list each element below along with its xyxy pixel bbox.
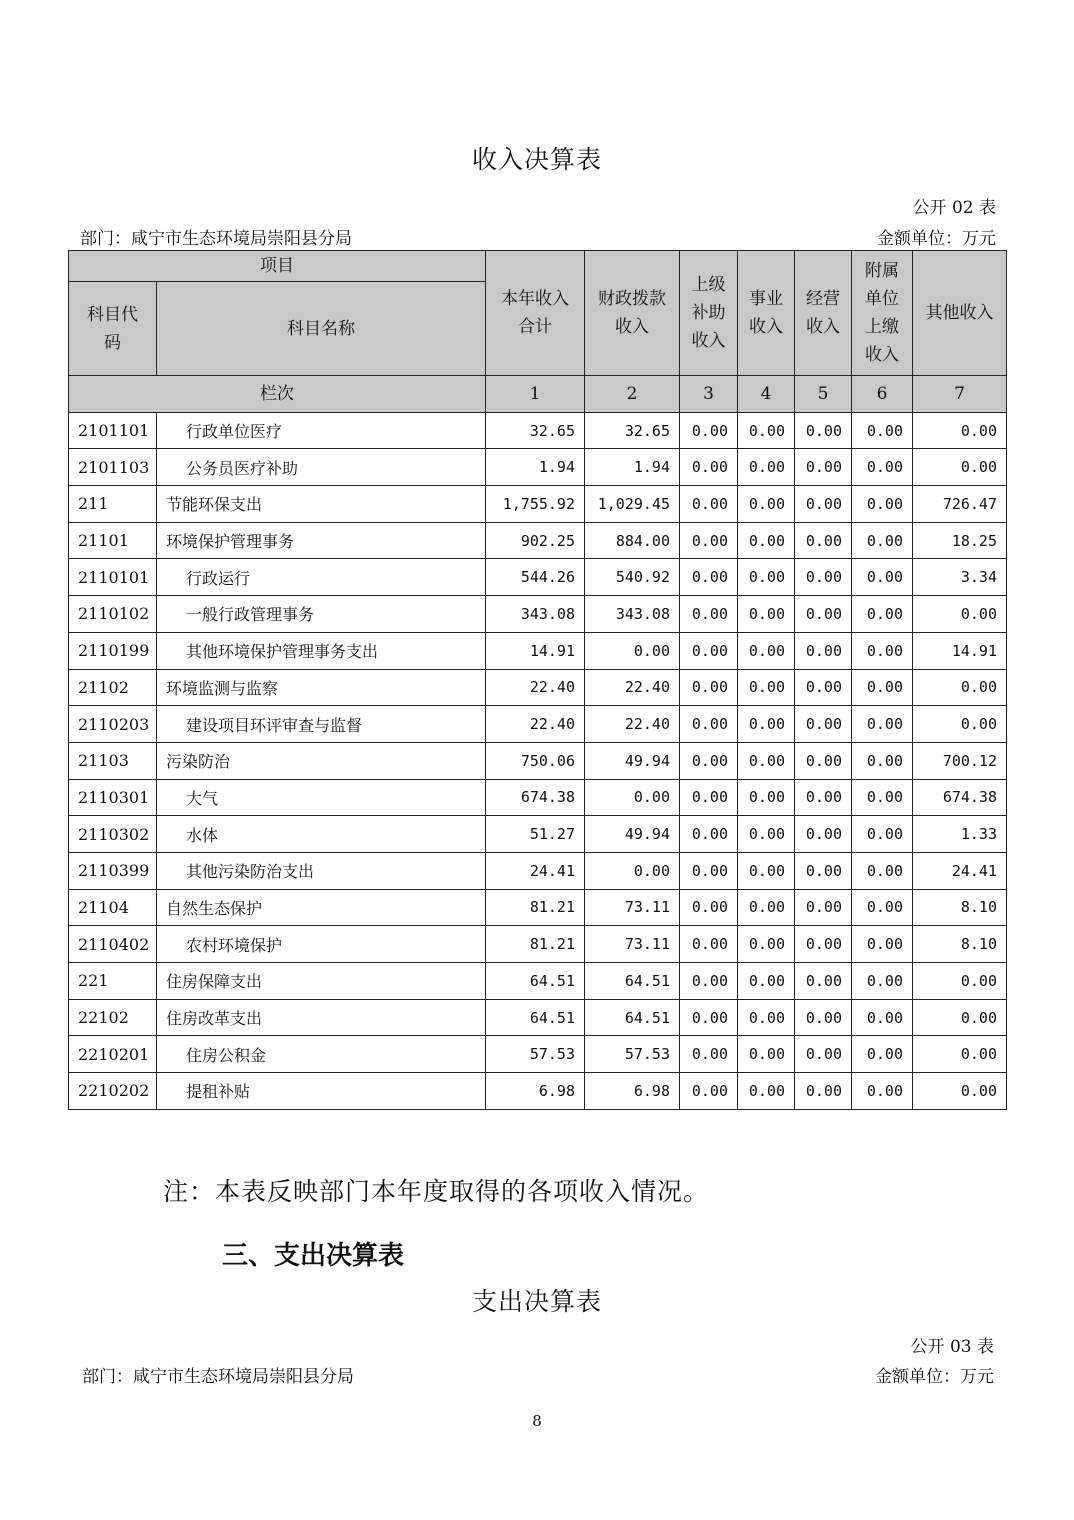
index-cell: 5 bbox=[795, 376, 852, 413]
table-note: 注：本表反映部门本年度取得的各项收入情况。 bbox=[163, 1177, 710, 1206]
row-value: 0.00 bbox=[795, 963, 852, 1000]
row-value: 0.00 bbox=[852, 779, 913, 816]
row-value: 0.00 bbox=[680, 706, 738, 743]
row-value: 902.25 bbox=[486, 522, 585, 559]
row-value: 49.94 bbox=[585, 816, 680, 853]
row-value: 0.00 bbox=[738, 852, 795, 889]
department-label: 部门：咸宁市生态环境局崇阳县分局 bbox=[80, 229, 352, 249]
row-name: 环境监测与监察 bbox=[157, 669, 486, 706]
row-value: 0.00 bbox=[795, 559, 852, 596]
header-project: 项目 bbox=[69, 251, 486, 282]
row-value: 0.00 bbox=[680, 963, 738, 1000]
row-value: 1,029.45 bbox=[585, 486, 680, 523]
row-value: 0.00 bbox=[852, 742, 913, 779]
index-cell: 7 bbox=[913, 376, 1007, 413]
row-value: 0.00 bbox=[585, 632, 680, 669]
row-code: 2110301 bbox=[69, 779, 157, 816]
row-value: 0.00 bbox=[738, 999, 795, 1036]
row-value: 0.00 bbox=[738, 742, 795, 779]
row-value: 73.11 bbox=[585, 889, 680, 926]
row-value: 750.06 bbox=[486, 742, 585, 779]
index-cell: 3 bbox=[680, 376, 738, 413]
row-name: 其他环境保护管理事务支出 bbox=[157, 632, 486, 669]
row-value: 0.00 bbox=[852, 852, 913, 889]
row-value: 0.00 bbox=[795, 486, 852, 523]
row-value: 0.00 bbox=[913, 706, 1007, 743]
page-number: 8 bbox=[532, 1412, 542, 1430]
row-value: 0.00 bbox=[738, 1036, 795, 1073]
row-value: 0.00 bbox=[680, 779, 738, 816]
row-name: 行政单位医疗 bbox=[157, 412, 486, 449]
amount-unit-label: 金额单位：万元 bbox=[877, 229, 996, 249]
row-value: 0.00 bbox=[795, 449, 852, 486]
row-value: 0.00 bbox=[585, 779, 680, 816]
row-value: 1,755.92 bbox=[486, 486, 585, 523]
row-value: 64.51 bbox=[486, 963, 585, 1000]
row-value: 3.34 bbox=[913, 559, 1007, 596]
row-name: 大气 bbox=[157, 779, 486, 816]
row-value: 0.00 bbox=[680, 669, 738, 706]
row-value: 0.00 bbox=[680, 816, 738, 853]
row-value: 0.00 bbox=[738, 706, 795, 743]
table-row bbox=[69, 926, 1007, 963]
row-value: 343.08 bbox=[585, 596, 680, 633]
row-value: 0.00 bbox=[852, 522, 913, 559]
row-value: 0.00 bbox=[795, 926, 852, 963]
row-name: 节能环保支出 bbox=[157, 486, 486, 523]
row-code: 21103 bbox=[69, 742, 157, 779]
row-code: 2110199 bbox=[69, 632, 157, 669]
row-value: 0.00 bbox=[680, 412, 738, 449]
row-code: 21101 bbox=[69, 522, 157, 559]
index-cell: 1 bbox=[486, 376, 585, 413]
row-value: 73.11 bbox=[585, 926, 680, 963]
table-row bbox=[69, 852, 1007, 889]
expenditure-table-title: 支出决算表 bbox=[471, 1287, 602, 1316]
row-value: 0.00 bbox=[852, 816, 913, 853]
row-value: 0.00 bbox=[913, 963, 1007, 1000]
header-superior: 上级补助收入 bbox=[680, 251, 738, 376]
row-value: 674.38 bbox=[486, 779, 585, 816]
row-value: 0.00 bbox=[585, 852, 680, 889]
row-value: 0.00 bbox=[852, 926, 913, 963]
row-name: 一般行政管理事务 bbox=[157, 596, 486, 633]
row-value: 0.00 bbox=[738, 412, 795, 449]
row-value: 0.00 bbox=[852, 632, 913, 669]
row-value: 540.92 bbox=[585, 559, 680, 596]
row-value: 0.00 bbox=[795, 999, 852, 1036]
row-value: 22.40 bbox=[486, 706, 585, 743]
row-name: 公务员医疗补助 bbox=[157, 449, 486, 486]
department-label-2: 部门：咸宁市生态环境局崇阳县分局 bbox=[82, 1367, 354, 1387]
table-row bbox=[69, 779, 1007, 816]
row-code: 2101101 bbox=[69, 412, 157, 449]
row-value: 0.00 bbox=[852, 963, 913, 1000]
row-value: 0.00 bbox=[795, 852, 852, 889]
row-value: 0.00 bbox=[738, 1073, 795, 1110]
section-heading: 三、支出决算表 bbox=[222, 1241, 405, 1271]
row-value: 0.00 bbox=[913, 1073, 1007, 1110]
row-value: 0.00 bbox=[795, 706, 852, 743]
row-value: 0.00 bbox=[852, 596, 913, 633]
row-value: 0.00 bbox=[913, 999, 1007, 1036]
row-value: 0.00 bbox=[852, 449, 913, 486]
row-value: 0.00 bbox=[738, 596, 795, 633]
row-code: 22102 bbox=[69, 999, 157, 1036]
table-row bbox=[69, 963, 1007, 1000]
row-value: 22.40 bbox=[486, 669, 585, 706]
row-value: 0.00 bbox=[795, 632, 852, 669]
row-value: 0.00 bbox=[852, 559, 913, 596]
row-code: 2101103 bbox=[69, 449, 157, 486]
header-code: 科目代码 bbox=[69, 282, 157, 376]
row-value: 0.00 bbox=[795, 889, 852, 926]
row-value: 64.51 bbox=[585, 963, 680, 1000]
row-code: 2110399 bbox=[69, 852, 157, 889]
row-value: 14.91 bbox=[913, 632, 1007, 669]
row-value: 0.00 bbox=[680, 1036, 738, 1073]
row-value: 1.94 bbox=[585, 449, 680, 486]
row-value: 0.00 bbox=[913, 669, 1007, 706]
row-code: 2110102 bbox=[69, 596, 157, 633]
row-code: 2210201 bbox=[69, 1036, 157, 1073]
row-name: 行政运行 bbox=[157, 559, 486, 596]
table-row bbox=[69, 816, 1007, 853]
row-value: 0.00 bbox=[852, 486, 913, 523]
table-row bbox=[69, 742, 1007, 779]
row-value: 0.00 bbox=[738, 486, 795, 523]
row-value: 0.00 bbox=[852, 889, 913, 926]
row-code: 2110101 bbox=[69, 559, 157, 596]
row-value: 0.00 bbox=[680, 742, 738, 779]
row-name: 自然生态保护 bbox=[157, 889, 486, 926]
row-value: 0.00 bbox=[738, 816, 795, 853]
row-value: 0.00 bbox=[680, 926, 738, 963]
row-value: 884.00 bbox=[585, 522, 680, 559]
table-title: 收入决算表 bbox=[471, 145, 602, 174]
row-value: 343.08 bbox=[486, 596, 585, 633]
row-value: 0.00 bbox=[795, 779, 852, 816]
row-value: 0.00 bbox=[738, 559, 795, 596]
row-name: 建设项目环评审查与监督 bbox=[157, 706, 486, 743]
row-value: 6.98 bbox=[585, 1073, 680, 1110]
row-value: 0.00 bbox=[795, 522, 852, 559]
row-value: 0.00 bbox=[913, 449, 1007, 486]
table-row bbox=[69, 1036, 1007, 1073]
row-value: 49.94 bbox=[585, 742, 680, 779]
row-value: 0.00 bbox=[852, 669, 913, 706]
row-code: 21104 bbox=[69, 889, 157, 926]
row-value: 18.25 bbox=[913, 522, 1007, 559]
row-value: 22.40 bbox=[585, 669, 680, 706]
row-value: 57.53 bbox=[486, 1036, 585, 1073]
row-value: 51.27 bbox=[486, 816, 585, 853]
row-name: 住房改革支出 bbox=[157, 999, 486, 1036]
row-code: 211 bbox=[69, 486, 157, 523]
row-value: 32.65 bbox=[585, 412, 680, 449]
row-value: 0.00 bbox=[795, 1036, 852, 1073]
row-value: 22.40 bbox=[585, 706, 680, 743]
table-row bbox=[69, 486, 1007, 523]
row-value: 0.00 bbox=[738, 522, 795, 559]
row-value: 0.00 bbox=[795, 669, 852, 706]
row-value: 24.41 bbox=[913, 852, 1007, 889]
row-value: 0.00 bbox=[738, 963, 795, 1000]
form-number: 公开 02 表 bbox=[912, 198, 996, 218]
row-value: 0.00 bbox=[795, 412, 852, 449]
row-value: 0.00 bbox=[680, 486, 738, 523]
row-value: 14.91 bbox=[486, 632, 585, 669]
header-operating: 经营收入 bbox=[795, 251, 852, 376]
header-row-index: 栏次 bbox=[69, 376, 486, 413]
form-number-2: 公开 03 表 bbox=[910, 1337, 994, 1357]
row-value: 1.94 bbox=[486, 449, 585, 486]
table-row bbox=[69, 669, 1007, 706]
row-code: 21102 bbox=[69, 669, 157, 706]
row-value: 0.00 bbox=[738, 669, 795, 706]
table-row bbox=[69, 596, 1007, 633]
row-value: 0.00 bbox=[913, 1036, 1007, 1073]
row-code: 221 bbox=[69, 963, 157, 1000]
row-code: 2110302 bbox=[69, 816, 157, 853]
row-value: 0.00 bbox=[680, 852, 738, 889]
row-value: 24.41 bbox=[486, 852, 585, 889]
row-value: 0.00 bbox=[795, 596, 852, 633]
header-name: 科目名称 bbox=[157, 282, 486, 376]
row-name: 农村环境保护 bbox=[157, 926, 486, 963]
row-value: 0.00 bbox=[738, 779, 795, 816]
row-value: 0.00 bbox=[680, 559, 738, 596]
row-value: 64.51 bbox=[585, 999, 680, 1036]
index-cell: 2 bbox=[585, 376, 680, 413]
row-value: 0.00 bbox=[852, 1073, 913, 1110]
row-value: 32.65 bbox=[486, 412, 585, 449]
row-value: 0.00 bbox=[852, 1036, 913, 1073]
row-name: 住房保障支出 bbox=[157, 963, 486, 1000]
row-value: 0.00 bbox=[852, 412, 913, 449]
row-code: 2110203 bbox=[69, 706, 157, 743]
row-value: 700.12 bbox=[913, 742, 1007, 779]
row-value: 81.21 bbox=[486, 889, 585, 926]
row-value: 0.00 bbox=[680, 522, 738, 559]
row-value: 674.38 bbox=[913, 779, 1007, 816]
row-value: 0.00 bbox=[738, 889, 795, 926]
row-value: 0.00 bbox=[680, 449, 738, 486]
row-value: 1.33 bbox=[913, 816, 1007, 853]
row-value: 0.00 bbox=[852, 706, 913, 743]
index-cell: 4 bbox=[738, 376, 795, 413]
table-row bbox=[69, 522, 1007, 559]
row-value: 0.00 bbox=[738, 926, 795, 963]
row-value: 8.10 bbox=[913, 926, 1007, 963]
table-row bbox=[69, 449, 1007, 486]
row-value: 57.53 bbox=[585, 1036, 680, 1073]
row-value: 544.26 bbox=[486, 559, 585, 596]
row-value: 0.00 bbox=[738, 632, 795, 669]
row-value: 0.00 bbox=[680, 889, 738, 926]
header-affiliated: 附属单位上缴收入 bbox=[852, 251, 913, 376]
row-value: 0.00 bbox=[680, 999, 738, 1036]
row-value: 0.00 bbox=[795, 1073, 852, 1110]
row-value: 0.00 bbox=[852, 999, 913, 1036]
row-value: 0.00 bbox=[795, 816, 852, 853]
row-value: 0.00 bbox=[913, 412, 1007, 449]
row-name: 住房公积金 bbox=[157, 1036, 486, 1073]
row-name: 污染防治 bbox=[157, 742, 486, 779]
income-table bbox=[68, 250, 1007, 1110]
row-value: 8.10 bbox=[913, 889, 1007, 926]
row-value: 64.51 bbox=[486, 999, 585, 1036]
row-code: 2210202 bbox=[69, 1073, 157, 1110]
row-name: 其他污染防治支出 bbox=[157, 852, 486, 889]
table-row bbox=[69, 412, 1007, 449]
row-name: 提租补贴 bbox=[157, 1073, 486, 1110]
row-code: 2110402 bbox=[69, 926, 157, 963]
table-row bbox=[69, 889, 1007, 926]
header-other: 其他收入 bbox=[913, 251, 1007, 376]
header-fiscal: 财政拨款收入 bbox=[585, 251, 680, 376]
row-name: 水体 bbox=[157, 816, 486, 853]
row-value: 0.00 bbox=[913, 596, 1007, 633]
index-cell: 6 bbox=[852, 376, 913, 413]
row-name: 环境保护管理事务 bbox=[157, 522, 486, 559]
row-value: 0.00 bbox=[680, 596, 738, 633]
table-row bbox=[69, 1073, 1007, 1110]
row-value: 81.21 bbox=[486, 926, 585, 963]
table-row bbox=[69, 999, 1007, 1036]
table-row bbox=[69, 632, 1007, 669]
table-row bbox=[69, 559, 1007, 596]
row-value: 6.98 bbox=[486, 1073, 585, 1110]
row-value: 726.47 bbox=[913, 486, 1007, 523]
header-total: 本年收入合计 bbox=[486, 251, 585, 376]
amount-unit-label-2: 金额单位：万元 bbox=[875, 1367, 994, 1387]
header-business: 事业收入 bbox=[738, 251, 795, 376]
row-value: 0.00 bbox=[738, 449, 795, 486]
row-value: 0.00 bbox=[795, 742, 852, 779]
table-row bbox=[69, 706, 1007, 743]
row-value: 0.00 bbox=[680, 1073, 738, 1110]
row-value: 0.00 bbox=[680, 632, 738, 669]
